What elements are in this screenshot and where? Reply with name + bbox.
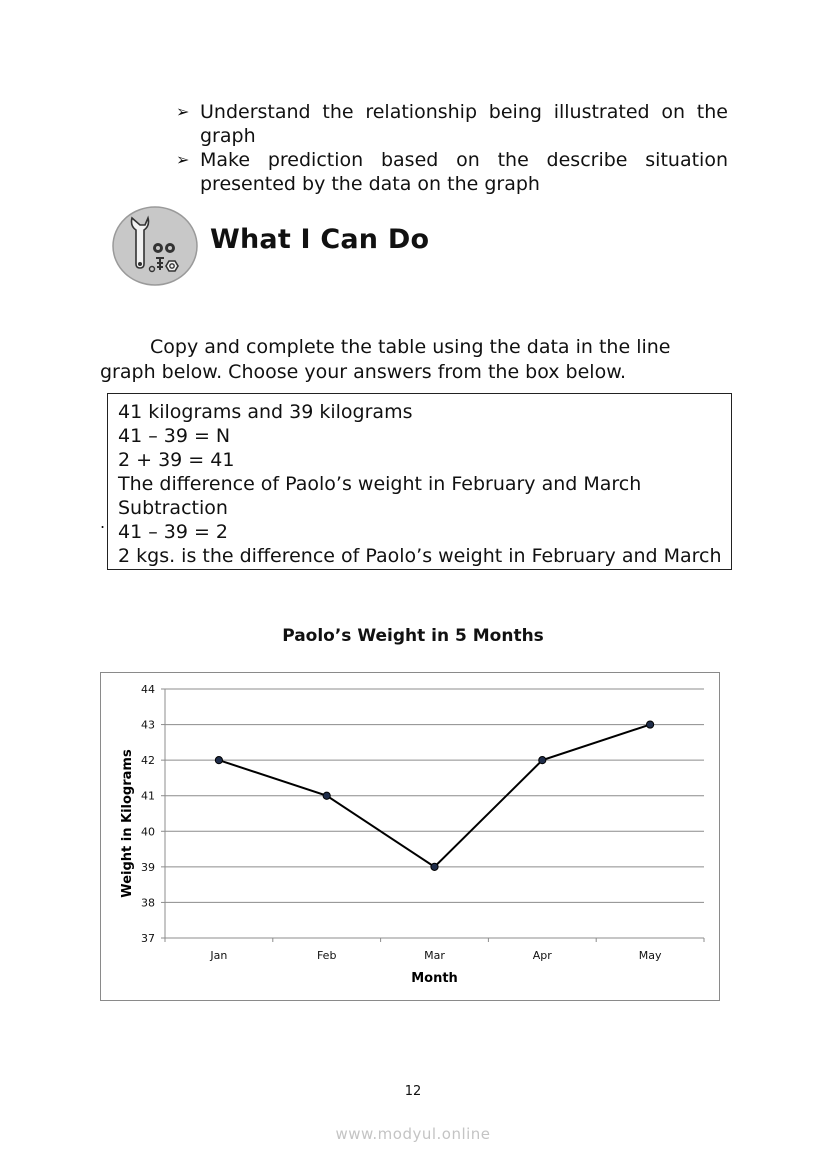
chart-title: Paolo’s Weight in 5 Months — [282, 626, 544, 646]
x-tick-label: Apr — [532, 949, 552, 962]
wrench-tools-icon — [112, 206, 198, 286]
data-point — [431, 863, 438, 870]
data-point — [539, 757, 546, 764]
objectives-list — [176, 100, 728, 196]
data-point — [215, 757, 222, 764]
chart-frame — [100, 672, 720, 1001]
page-number: 12 — [404, 1084, 422, 1099]
objective-text: Understand the relationship being illustrated on the graph — [200, 101, 728, 147]
instructions-line: graph below. Choose your answers from the box below. — [100, 361, 627, 383]
x-axis — [165, 938, 704, 962]
y-tick-label: 41 — [141, 789, 155, 803]
y-tick-label: 40 — [141, 825, 155, 839]
x-tick-label: Mar — [424, 949, 445, 962]
data-point — [647, 721, 654, 728]
y-tick-label: 43 — [141, 718, 155, 732]
list-item — [176, 100, 728, 148]
y-tick-label: 39 — [141, 860, 155, 874]
answer-choices-box — [107, 393, 732, 570]
line-chart — [101, 673, 719, 1000]
watermark: www.modyul.online — [335, 1125, 491, 1143]
y-tick-label: 38 — [141, 896, 155, 910]
x-axis-label: Month — [411, 971, 458, 986]
stray-mark: . — [100, 513, 106, 532]
y-tick-label: 37 — [141, 932, 155, 945]
section-heading: What I Can Do — [210, 224, 430, 255]
list-item — [176, 148, 728, 196]
answer-choice: The difference of Paolo’s weight in February and March — [118, 473, 642, 495]
x-tick-label: May — [638, 949, 662, 962]
y-axis — [141, 683, 165, 945]
objective-text: Make prediction based on the describe situation presented by the data on the graph — [200, 149, 728, 195]
answer-choice: Subtraction — [118, 497, 228, 519]
x-tick-label: Jan — [210, 949, 228, 962]
answer-choice: 41 kilograms and 39 kilograms — [118, 401, 413, 423]
answer-choice: 2 kgs. is the difference of Paolo’s weight in February and March — [118, 545, 722, 567]
y-tick-label: 44 — [141, 683, 155, 696]
instructions-line: Copy and complete the table using the data in the line — [150, 336, 671, 358]
instructions — [100, 335, 727, 385]
x-tick-label: Feb — [316, 949, 337, 962]
answer-choice: 41 – 39 = 2 — [118, 521, 229, 543]
data-point — [323, 792, 330, 799]
y-tick-label: 42 — [141, 754, 155, 768]
arrow-bullet-icon: ➢ — [176, 102, 190, 121]
chart-gridlines — [165, 689, 704, 938]
answer-choice: 2 + 39 = 41 — [118, 449, 235, 471]
arrow-bullet-icon: ➢ — [176, 150, 190, 169]
answer-choice: 41 – 39 = N — [118, 425, 231, 447]
y-axis-label: Weight in Kilograms — [120, 749, 135, 898]
